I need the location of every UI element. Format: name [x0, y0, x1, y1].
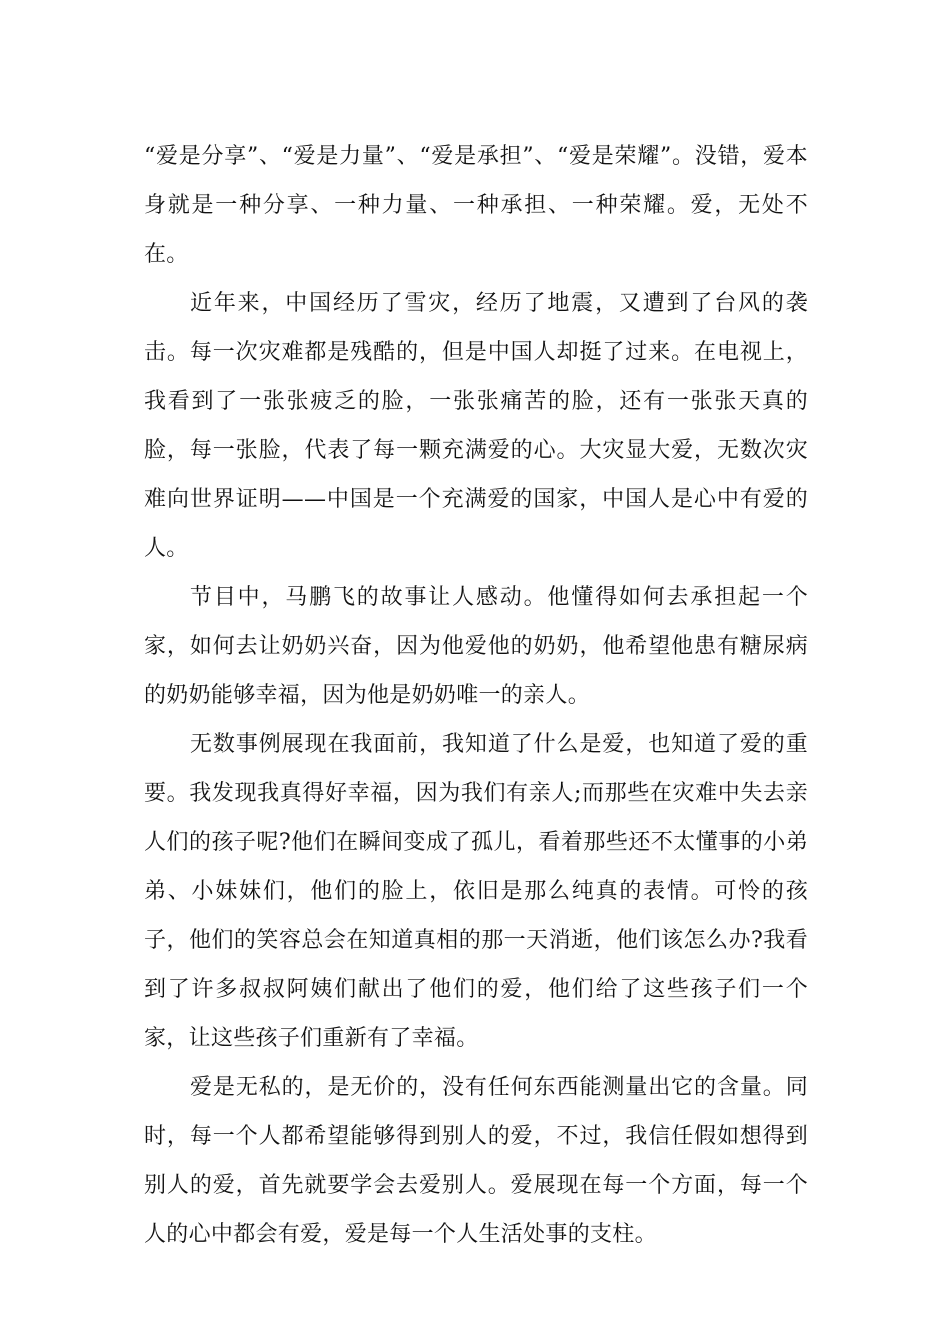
paragraph-3: 节目中，马鹏飞的故事让人感动。他懂得如何去承担起一个家，如何去让奶奶兴奋，因为他爱他的奶奶，他希望他患有糖尿病的奶奶能够幸福，因为他是奶奶唯一的亲人。 [144, 585, 808, 708]
document-body [144, 132, 808, 1259]
paragraph-2: 近年来，中国经历了雪灾，经历了地震，又遭到了台风的袭击。每一次灾难都是残酷的，但是中国人却挺了过来。在电视上，我看到了一张张疲乏的脸，一张张痛苦的脸，还有一张张天真的脸，每一张脸，代表了每一颗充满爱的心。大灾显大爱，无数次灾难向世界证明——中国是一个充满爱的国家，中国人是心中有爱的人。 [144, 291, 808, 561]
paragraph-1: “爱是分享”、“爱是力量”、“爱是承担”、“爱是荣耀”。没错，爱本身就是一种分享、一种力量、一种承担、一种荣耀。爱，无处不在。 [144, 144, 808, 267]
paragraph-5: 爱是无私的，是无价的，没有任何东西能测量出它的含量。同时，每一个人都希望能够得到别人的爱，不过，我信任假如想得到别人的爱，首先就要学会去爱别人。爱展现在每一个方面，每一个人的心中都会有爱，爱是每一个人生活处事的支柱。 [144, 1075, 808, 1247]
paragraph-4: 无数事例展现在我面前，我知道了什么是爱，也知道了爱的重要。我发现我真得好幸福，因为我们有亲人;而那些在灾难中失去亲人们的孩子呢?他们在瞬间变成了孤儿，看着那些还不太懂事的小弟弟、小妹妹们，他们的脸上，依旧是那么纯真的表情。可怜的孩子，他们的笑容总会在知道真相的那一天消逝，他们该怎么办?我看到了许多叔叔阿姨们献出了他们的爱，他们给了这些孩子们一个家，让这些孩子们重新有了幸福。 [144, 732, 808, 1051]
